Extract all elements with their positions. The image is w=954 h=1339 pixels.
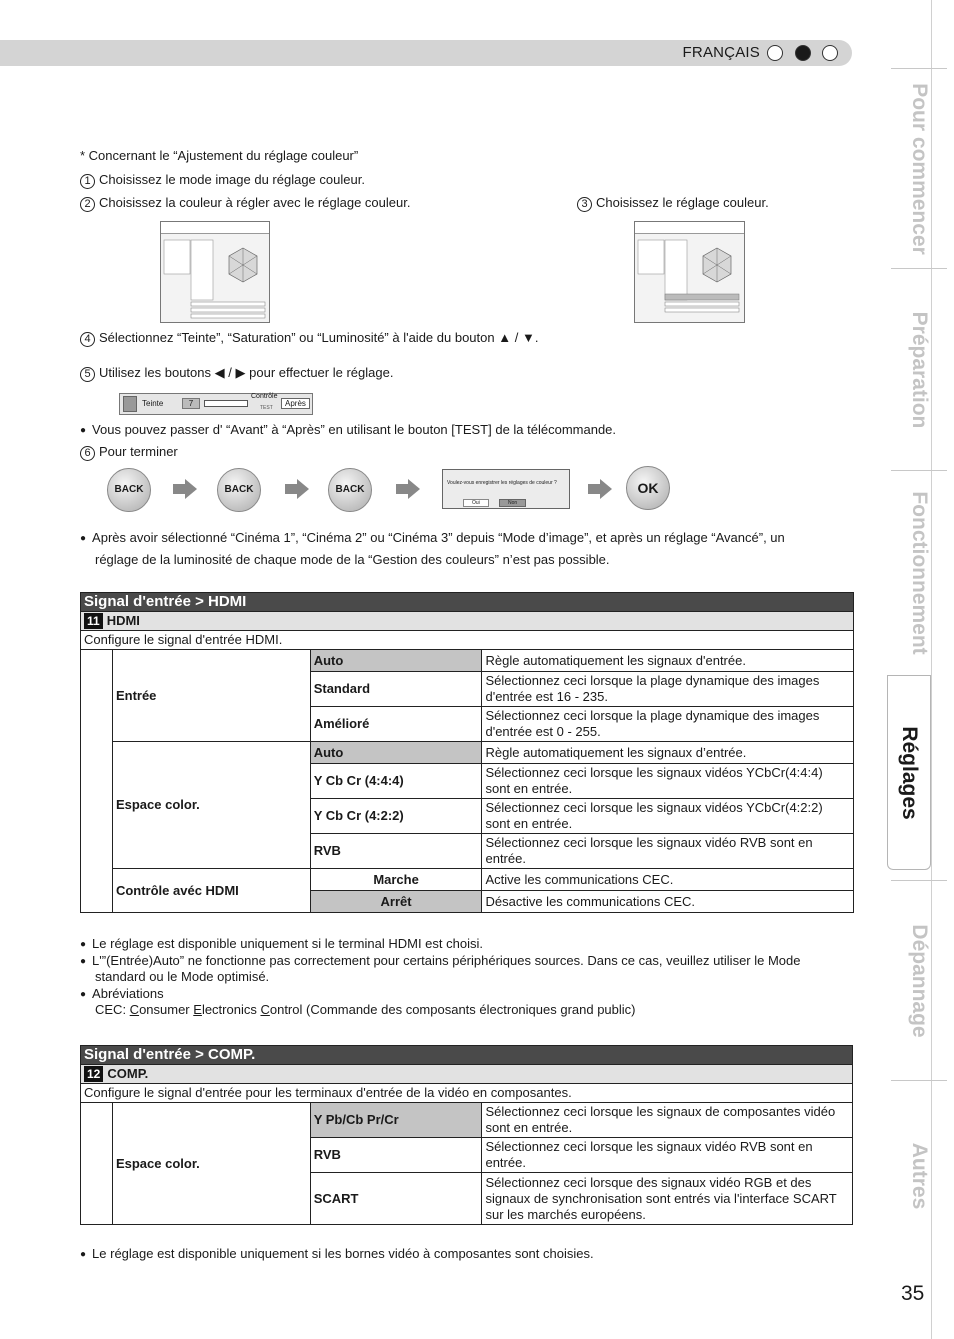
tab-fonctionnement[interactable]: Fonctionnement — [891, 470, 947, 675]
step-number: 2 — [80, 197, 95, 212]
option-rvb: RVB — [310, 1138, 482, 1173]
hdmi-section-title: Signal d'entrée > HDMI — [81, 593, 854, 612]
up-triangle-icon: ▲ — [498, 330, 512, 345]
note-title: * Concernant le “Ajustement du réglage couleur” — [80, 148, 359, 163]
color-hexagon-illustration — [161, 236, 269, 324]
option-ycbcr-422: Y Cb Cr (4:2:2) — [310, 799, 482, 834]
setting-controle-hdmi: Contrôle avéc HDMI — [112, 869, 310, 913]
menu-header — [161, 222, 269, 234]
hdmi-note-1: ● Le réglage est disponible uniquement si le terminal HDMI est choisi. — [80, 936, 483, 951]
tab-depannage[interactable]: Dépannage — [891, 880, 947, 1080]
option-auto: Auto — [310, 650, 482, 672]
back-button-2: BACK — [217, 468, 261, 512]
after-label: Après — [281, 398, 310, 409]
right-triangle-icon: ▶ — [235, 365, 246, 380]
option-scart: SCART — [310, 1173, 482, 1225]
comp-description: Configure le signal d'entrée pour les terminaux d'entrée de la vidéo en composantes. — [81, 1084, 853, 1103]
language-label: FRANÇAIS — [682, 44, 760, 61]
menu-header — [635, 222, 744, 234]
page-indicator-dot — [767, 45, 783, 61]
back-button-3: BACK — [328, 468, 372, 512]
arrow-right-icon — [285, 479, 309, 499]
step-1: 1 Choisissez le mode image du réglage couleur. — [80, 172, 365, 189]
page-number: 35 — [901, 1282, 925, 1305]
section-tabs — [883, 0, 954, 1339]
comp-section-title: Signal d'entrée > COMP. — [81, 1046, 853, 1065]
arrow-right-icon — [173, 479, 197, 499]
adjust-bar-icon — [123, 396, 137, 412]
option-desc: Sélectionnez ceci lorsque des signaux vidéo RGB et des signaux de synchronisation sont entrés via l'interface SCART sur les marchés européens. — [482, 1173, 853, 1225]
adjust-label: Teinte — [142, 399, 164, 408]
comp-table — [80, 1045, 853, 1225]
hdmi-note-3: ● Abréviations — [80, 986, 164, 1001]
tab-autres[interactable]: Autres — [891, 1080, 947, 1270]
test-label: TEST — [260, 405, 273, 411]
step-number: 1 — [80, 174, 95, 189]
comp-note: ● Le réglage est disponible uniquement si les bornes vidéo à composantes sont choisies. — [80, 1246, 594, 1261]
option-desc: Sélectionnez ceci lorsque les signaux vidéos YCbCr(4:4:4) sont en entrée. — [482, 764, 854, 799]
setting-espace-color: Espace color. — [112, 742, 310, 869]
step-3: 3 Choisissez le réglage couleur. — [577, 195, 769, 212]
setting-entree: Entrée — [112, 650, 310, 742]
arrow-right-icon — [588, 479, 612, 499]
down-triangle-icon: ▼ — [521, 330, 535, 345]
arrow-right-icon — [396, 479, 420, 499]
step-number: 4 — [80, 332, 95, 347]
bullet-test: ● Vous pouvez passer d' “Avant” à “Après” en utilisant le bouton [TEST] de la télécommande. — [80, 422, 616, 437]
step-number: 6 — [80, 446, 95, 461]
step-number: 5 — [80, 367, 95, 382]
option-desc: Règle automatiquement les signaux d'entrée. — [482, 650, 854, 672]
page-indicator-dot-active — [795, 45, 811, 61]
tab-pour-commencer[interactable]: Pour commencer — [891, 68, 947, 268]
option-rvb: RVB — [310, 834, 482, 869]
option-desc: Active les communications CEC. — [482, 869, 854, 891]
step-4: 4 Sélectionnez “Teinte”, “Saturation” ou “Luminosité” à l'aide du bouton ▲ / ▼. — [80, 330, 538, 347]
setting-espace-color: Espace color. — [112, 1103, 310, 1225]
indent-cell — [81, 650, 113, 913]
hdmi-note-2-cont: standard ou le Mode optimisé. — [95, 969, 270, 984]
hdmi-description: Configure le signal d'entrée HDMI. — [81, 631, 854, 650]
step-number: 3 — [577, 197, 592, 212]
menu-screenshot-right — [634, 221, 745, 323]
indent-cell — [81, 1103, 113, 1225]
option-standard: Standard — [310, 672, 482, 707]
dialog-text: Voulez-vous enregistrer les réglages de couleur ? — [447, 480, 557, 486]
option-desc: Sélectionnez ceci lorsque la plage dynamique des images d'entrée est 0 - 255. — [482, 707, 854, 742]
save-dialog-illustration — [442, 469, 570, 509]
hdmi-table — [80, 592, 854, 913]
option-desc: Règle automatiquement les signaux d’entrée. — [482, 742, 854, 764]
control-label: Contrôle — [251, 393, 278, 400]
tab-reglages[interactable]: Réglages — [887, 675, 931, 870]
left-triangle-icon: ◀ — [214, 365, 225, 380]
option-ypbpr: Y Pb/Cb Pr/Cr — [310, 1103, 482, 1138]
option-auto: Auto — [310, 742, 482, 764]
option-arret: Arrêt — [310, 891, 482, 913]
bullet-cinema-cont: réglage de la luminosité de chaque mode de la “Gestion des couleurs” n’est pas possible. — [95, 552, 610, 567]
option-desc: Sélectionnez ceci lorsque les signaux vidéo RVB sont en entrée. — [482, 834, 854, 869]
option-desc: Sélectionnez ceci lorsque les signaux vidéos YCbCr(4:2:2) sont en entrée. — [482, 799, 854, 834]
comp-heading: 12 COMP. — [81, 1065, 853, 1084]
dialog-no: Non — [499, 499, 526, 507]
ok-button: OK — [626, 466, 670, 510]
adjust-bar-illustration — [119, 393, 313, 415]
adjust-slider — [204, 400, 248, 407]
bullet-cinema: ● Après avoir sélectionné “Cinéma 1”, “Cinéma 2” ou “Cinéma 3” depuis “Mode d’image”, et après un réglage “Avancé”, un — [80, 530, 785, 545]
tab-preparation[interactable]: Préparation — [891, 268, 947, 470]
option-desc: Désactive les communications CEC. — [482, 891, 854, 913]
step-5: 5 Utilisez les boutons ◀ / ▶ pour effectuer le réglage. — [80, 365, 393, 382]
option-marche: Marche — [310, 869, 482, 891]
hdmi-heading: 11 HDMI — [81, 612, 854, 631]
language-bar — [0, 40, 852, 66]
dialog-yes: Oui — [463, 499, 489, 507]
color-hexagon-illustration — [635, 236, 743, 324]
option-desc: Sélectionnez ceci lorsque les signaux de composantes vidéo sont en entrée. — [482, 1103, 853, 1138]
menu-screenshot-left — [160, 221, 270, 323]
option-desc: Sélectionnez ceci lorsque la plage dynamique des images d'entrée est 16 - 235. — [482, 672, 854, 707]
adjust-value: 7 — [182, 398, 200, 409]
page-indicator-dot — [822, 45, 838, 61]
option-ameliore: Amélioré — [310, 707, 482, 742]
step-6: 6 Pour terminer — [80, 444, 178, 461]
back-button-1: BACK — [107, 468, 151, 512]
step-2: 2 Choisissez la couleur à régler avec le réglage couleur. — [80, 195, 410, 212]
hdmi-note-2: ● L'”(Entrée)Auto” ne fonctionne pas correctement pour certains périphériques sources. Dans ce cas, veuillez utiliser le Mode — [80, 953, 801, 968]
option-ycbcr-444: Y Cb Cr (4:4:4) — [310, 764, 482, 799]
cec-abbreviation: CEC: Consumer Electronics Control (Commande des composants électroniques grand public) — [95, 1002, 636, 1017]
option-desc: Sélectionnez ceci lorsque les signaux vidéo RVB sont en entrée. — [482, 1138, 853, 1173]
